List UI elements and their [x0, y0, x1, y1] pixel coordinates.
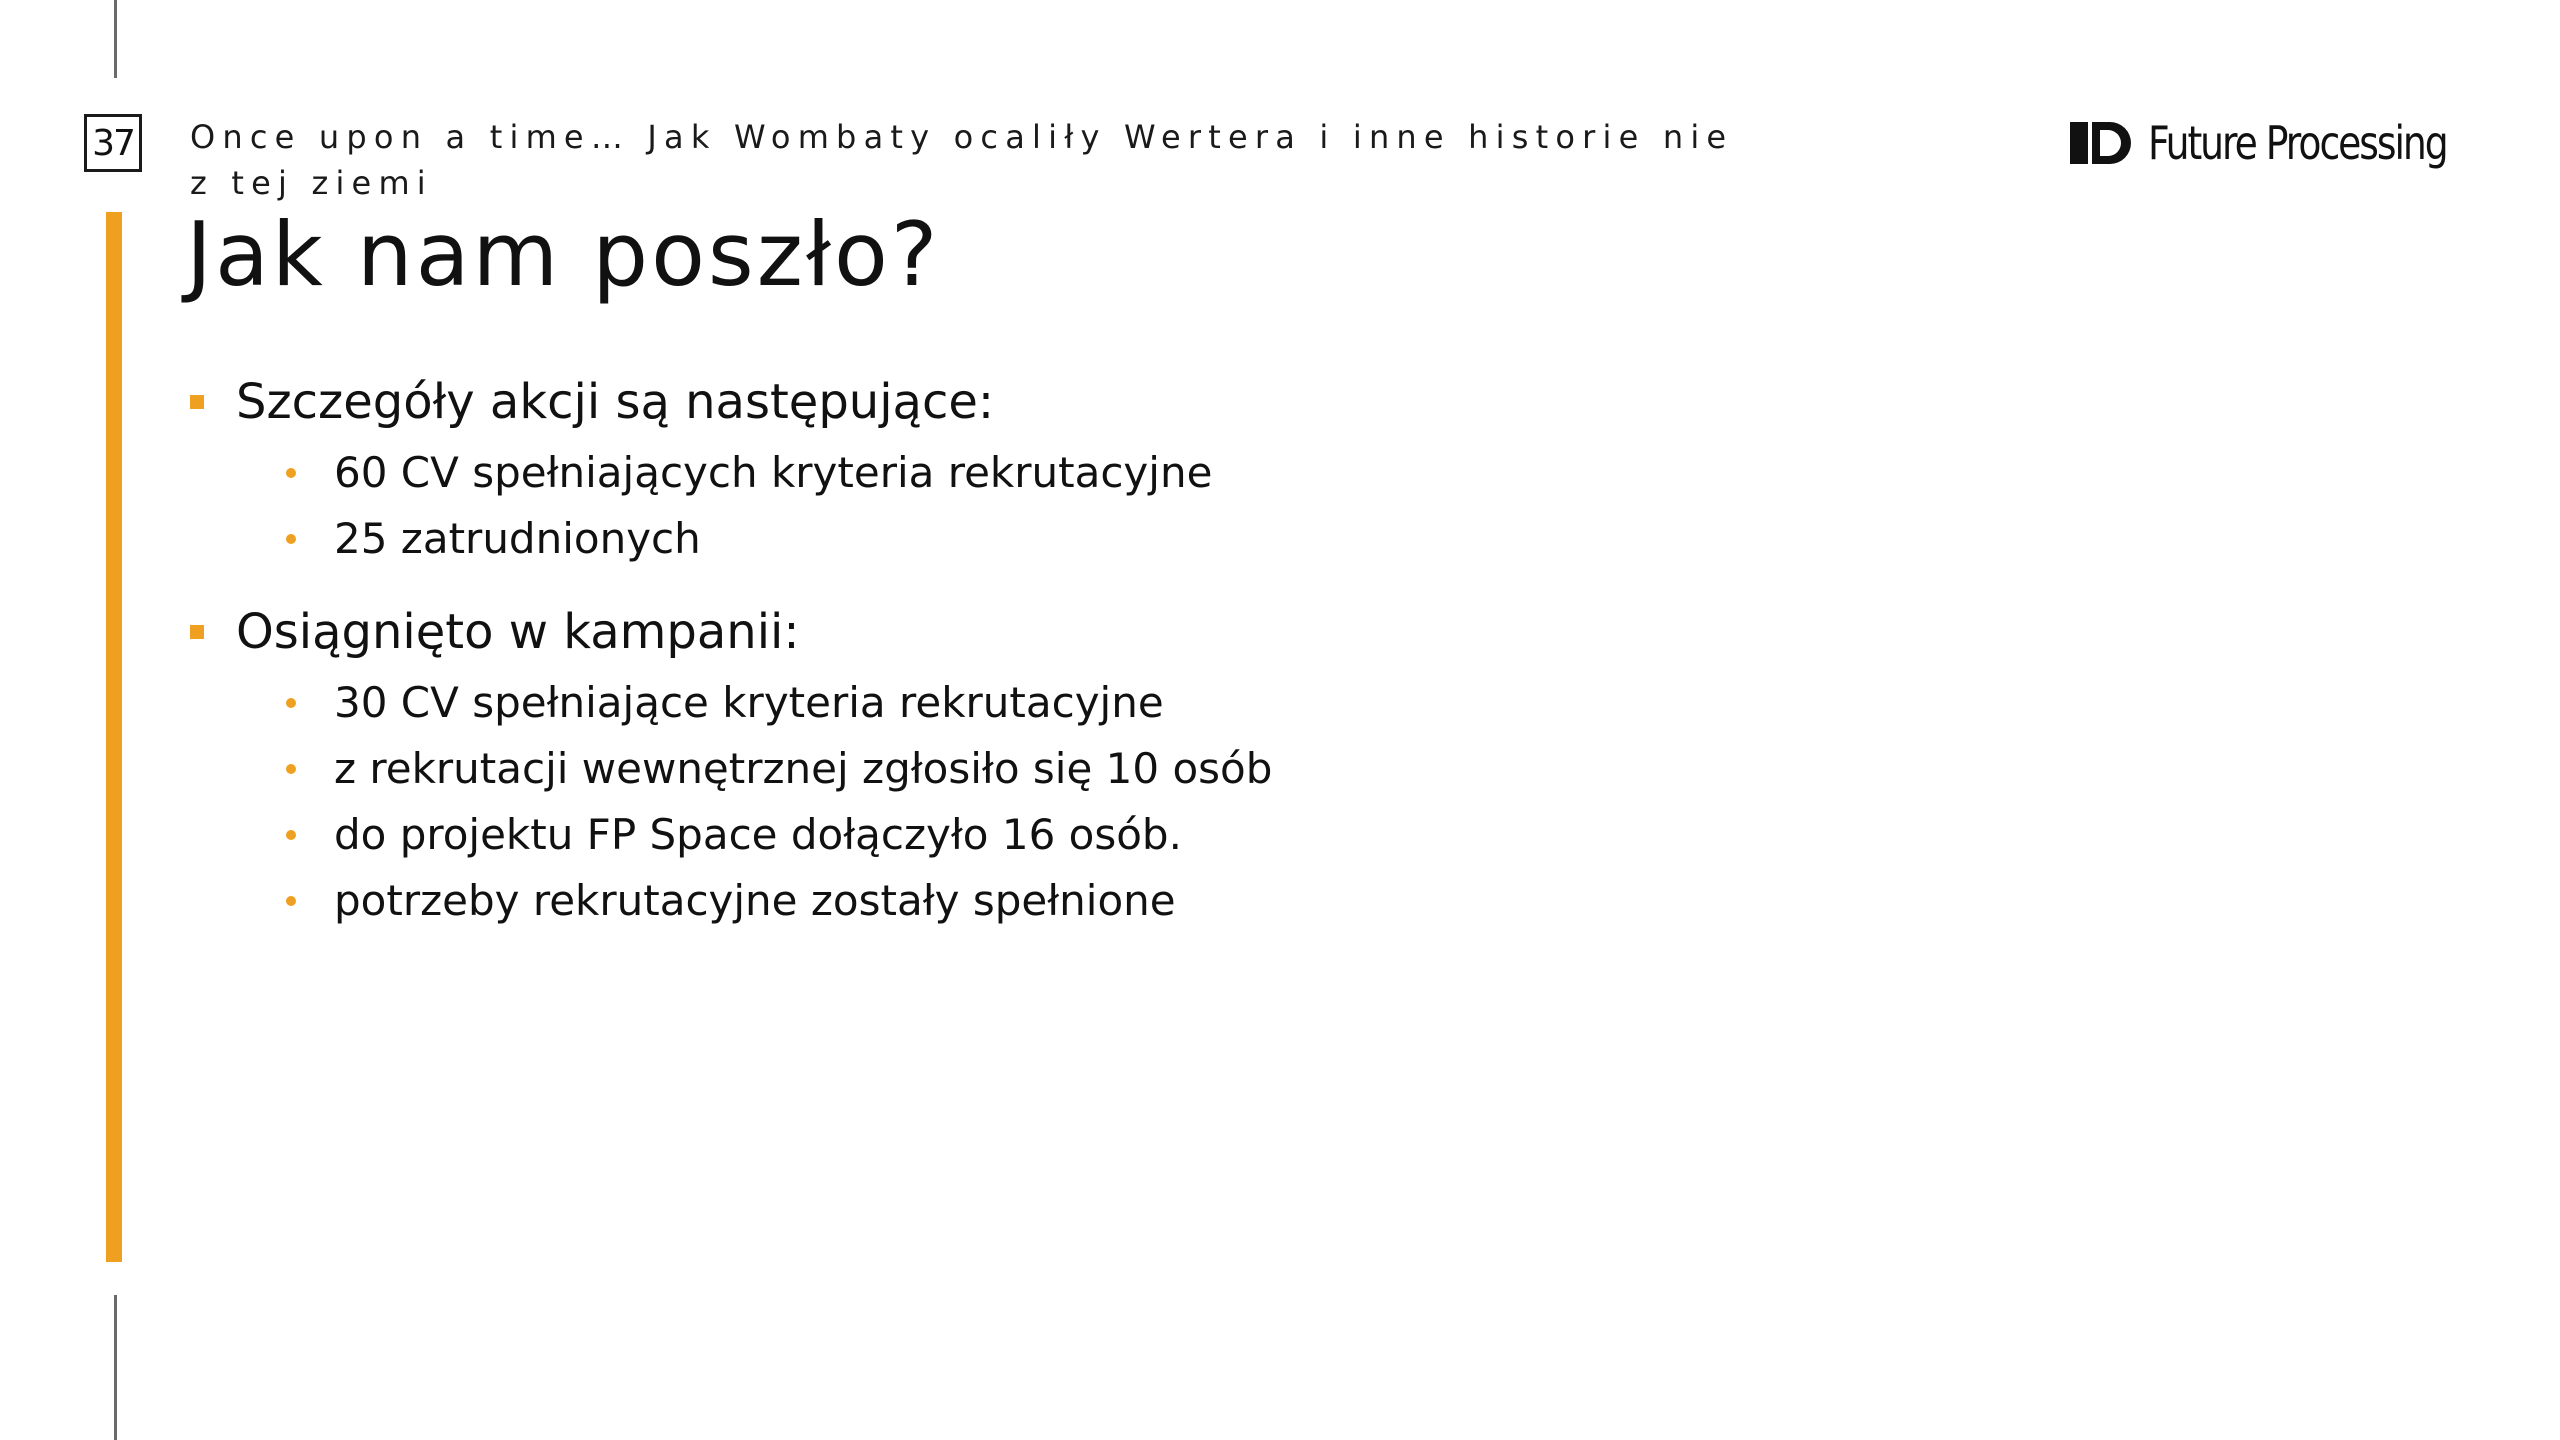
- future-processing-logo-icon: [2070, 122, 2132, 164]
- sub-bullet-item: [186, 802, 2286, 868]
- sub-bullet-text: potrzeby rekrutacyjne zostały spełnione: [334, 876, 1176, 925]
- dot-bullet-icon: [286, 468, 296, 478]
- dot-bullet-icon: [286, 534, 296, 544]
- page-number: 37: [84, 114, 142, 172]
- company-logo: [2070, 112, 2512, 174]
- sub-bullet-item: [186, 736, 2286, 802]
- page-title: Jak nam poszło?: [186, 203, 941, 306]
- sub-bullet-text: do projektu FP Space dołączyło 16 osób.: [334, 810, 1182, 859]
- dot-bullet-icon: [286, 896, 296, 906]
- vertical-rule-top: [114, 0, 117, 78]
- presentation-subtitle: Once upon a time… Jak Wombaty ocaliły Wertera i inne historie nie z tej ziemi: [190, 118, 1734, 202]
- bullet-heading: Szczegóły akcji są następujące:: [236, 374, 995, 430]
- square-bullet-icon: [190, 395, 204, 409]
- vertical-rule-bottom: [114, 1295, 117, 1440]
- bullet-section: [186, 594, 2286, 934]
- accent-bar: [106, 212, 122, 1262]
- sub-bullet-text: z rekrutacji wewnętrznej zgłosiło się 10 osób: [334, 744, 1273, 793]
- dot-bullet-icon: [286, 830, 296, 840]
- dot-bullet-icon: [286, 764, 296, 774]
- dot-bullet-icon: [286, 698, 296, 708]
- bullet-section: [186, 364, 2286, 572]
- sub-bullet-text: 60 CV spełniających kryteria rekrutacyjne: [334, 448, 1213, 497]
- sub-bullet-item: [186, 440, 2286, 506]
- bullet-heading: Osiągnięto w kampanii:: [236, 604, 800, 660]
- logo-text: Future Processing: [2148, 116, 2447, 170]
- sub-bullet-item: [186, 868, 2286, 934]
- square-bullet-icon: [190, 625, 204, 639]
- sub-bullet-item: [186, 670, 2286, 736]
- sub-bullet-list: [236, 440, 2286, 572]
- sub-bullet-text: 25 zatrudnionych: [334, 514, 701, 563]
- sub-bullet-list: [236, 670, 2286, 934]
- sub-bullet-item: [186, 506, 2286, 572]
- slide-content: [186, 364, 2286, 934]
- sub-bullet-text: 30 CV spełniające kryteria rekrutacyjne: [334, 678, 1164, 727]
